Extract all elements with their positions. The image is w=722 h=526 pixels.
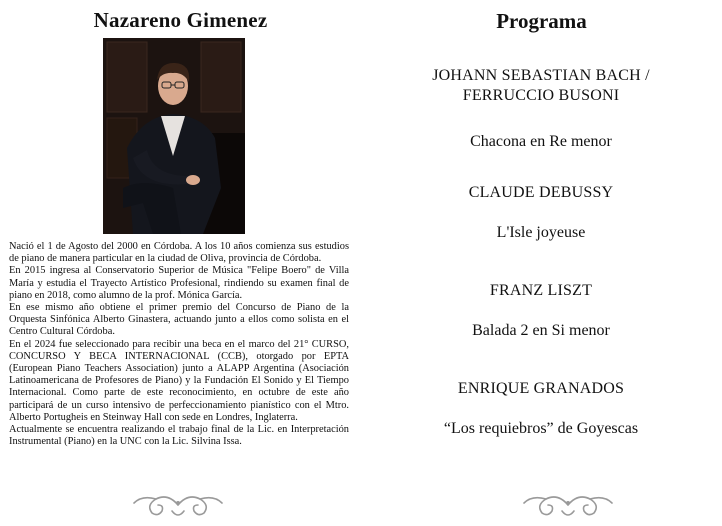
program-item [331, 183, 722, 243]
composer-name: CLAUDE DEBUSSY [468, 184, 614, 201]
composer-name: JOHANN SEBASTIAN BACH / [432, 67, 650, 84]
flourish-ornament-icon [128, 489, 228, 521]
program-panel [361, 0, 722, 526]
work-title: L'Isle joyeuse [496, 224, 586, 241]
bio-paragraph: En el 2024 fue seleccionado para recibir una beca en el marco del 21° CURSO, CONCURSO Y BECA INTERNACIONAL (CCB), otorgado por EPTA (European Piano Teachers Association) junto a ALAPP Argentina (Asociación Latinoamericana de Profesores de Piano) y la Fundación El Sonido y El Tiempo Internacional. Como parte de este reconocimiento, en octubre de este año participará de un curso intensivo de perfeccionamiento pianístico con el Mtro. Alberto Portugheis en Steinway Hall con sede en Londres, Inglaterra. [9, 338, 349, 423]
performer-photo [103, 38, 245, 234]
flourish-ornament-icon [518, 489, 618, 521]
program-title: Programa [496, 9, 587, 33]
bio-paragraph: Nació el 1 de Agosto del 2000 en Córdoba. A los 10 años comienza sus estudios de piano de manera particular en la ciudad de Oliva, provincia de Córdoba. [9, 241, 349, 265]
program-item [331, 379, 722, 439]
program-item [331, 281, 722, 341]
work-title: Balada 2 en Si menor [472, 322, 610, 339]
work-title: Chacona en Re menor [470, 133, 612, 150]
performer-photo-illustration [103, 38, 245, 234]
bio-paragraph: Actualmente se encuentra realizando el trabajo final de la Lic. en Interpretación Instrumental (Piano) en la UNC con la Lic. Silvina Issa. [9, 424, 349, 448]
bio-paragraph: En ese mismo año obtiene el primer premio del Concurso de Piano de la Orquesta Sinfónica Alberto Ginastera, actuando junto a ellos como solista en el Centro Cultural Córdoba. [9, 302, 349, 338]
performer-name: Nazareno Gimenez [93, 8, 268, 32]
work-title: “Los requiebros” de Goyescas [443, 420, 639, 437]
composer-name: FRANZ LISZT [489, 282, 593, 299]
composer-name: FERRUCCIO BUSONI [462, 87, 620, 104]
bio-paragraph: En 2015 ingresa al Conservatorio Superior de Música "Felipe Boero" de Villa María y estudia el Trayecto Artístico Profesional, rindiendo su examen final de piano en 2018, como alumno de la prof. Mónica García. [9, 265, 349, 301]
performer-bio [9, 241, 349, 448]
composer-name: ENRIQUE GRANADOS [457, 380, 625, 397]
program-item [331, 66, 722, 152]
